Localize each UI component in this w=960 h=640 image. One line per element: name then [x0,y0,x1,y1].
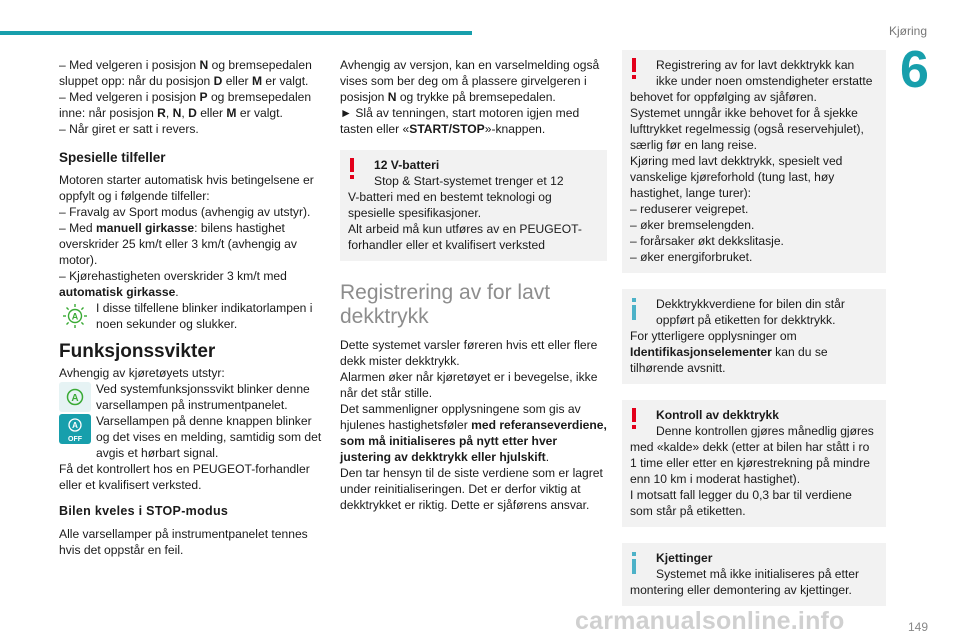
box4-text: Systemet må ikke initialiseres på etter montering eller demontering av kjettinger. [630,567,859,597]
special-icon-text: I disse tilfellene blinker indikatorlampen i noen sekunder og slukker. [96,301,313,331]
malfunction-icon-row-2 [59,413,324,461]
tyre-warning-box [622,50,886,273]
special-item-2: – Med manuell girkasse: bilens hastighet overskrider 25 km/t eller 3 km/t (avhengig av motor). [59,221,297,267]
tyre-p3: Det sammenligner opplysningene som gis av hjulenes hastighetsføler med referanseverdiene, som må initialiseres på nytt etter hver justering av dekktrykk eller hjulskift. [340,402,607,464]
battery-warning-box [340,150,607,261]
stop-mode-heading: Bilen kveles i STOP-modus [59,504,229,518]
warning-exclamation-icon [348,158,356,180]
special-item-3: – Kjørehastigheten overskrider 3 km/t med automatisk girkasse. [59,269,287,299]
battery-text-rest: V-batteri med en bestemt teknologi og spesielle spesifikasjoner. [348,190,552,220]
special-intro: Motoren starter automatisk hvis betingelsene er oppfylt og i følgende tilfeller: [59,173,314,203]
info-icon [631,552,637,574]
column-right [622,50,886,606]
intro-line-1: – Med velgeren i posisjon N og bremsepedalen sluppet opp: når du posisjon D eller M er valgt. [59,58,312,88]
malfunctions-intro: Avhengig av kjøretøyets utstyr: [59,366,225,380]
box3-lead: Denne kontrollen gjøres månedlig gjøres med «kalde» dekk (etter at bilen har stått i ro 1 time eller etter en kjørestrekning på mindre enn 10 km i moderat hastighet). [630,424,874,486]
chapter-number: 6 [900,41,929,99]
restart-step: ► Slå av tenningen, start motoren igjen med tasten eller «START/STOP»-knappen. [340,106,580,136]
intro-line-3: – Når giret er satt i revers. [59,122,199,136]
box1-item-3: – forårsaker økt dekkslitasje. [630,234,784,248]
section-title: Kjøring [888,24,927,38]
malfunction-icon-row-1 [59,381,324,413]
off-label: OFF [68,436,82,443]
special-icon-row [59,300,324,332]
tyre-info-box [622,289,886,384]
battery-text-lead: Stop & Start-systemet trenger et 12 [374,174,564,188]
column-left [59,57,324,558]
column-middle [340,57,607,513]
malfunctions-heading: Funksjonssvikter [59,341,216,362]
malfunction-icon-text-1: Ved systemfunksjonssvikt blinker denne varsellampen på instrumentpanelet. [96,382,310,412]
info-icon [631,298,637,320]
box3-p2: I motsatt fall legger du 0,3 bar til verdiene som står på etiketten. [630,488,852,518]
tyre-p1: Dette systemet varsler føreren hvis ett eller flere dekk mister dekktrykk. [340,338,598,368]
warning-exclamation-icon [630,408,638,430]
malfunctions-after: Få det kontrollert hos en PEUGEOT-forhandler eller et kvalifisert verksted. [59,462,310,492]
box1-item-2: – øker bremselengden. [630,218,755,232]
header-accent-bar [0,31,472,35]
svg-text:A: A [72,421,78,430]
box1-item-4: – øker energiforbruket. [630,250,753,264]
malfunction-icon-text-2: Varsellampen på denne knappen blinker og det vises en melding, samtidig som det avgis et hørbart signal. [96,414,322,460]
stop-start-off-button-icon [59,414,91,444]
svg-text:A: A [71,311,79,322]
warning-exclamation-icon [630,58,638,80]
page-number: 149 [907,620,928,634]
box1-p2: Systemet unngår ikke behovet for å sjekke lufttrykket regelmessig (også reservehjulet), særlig før en lang reise. [630,106,864,152]
pressure-check-box [622,400,886,527]
box1-item-1: – reduserer veigrepet. [630,202,749,216]
stop-mode-text: Alle varsellamper på instrumentpanelet tennes hvis det oppstår en feil. [59,527,308,557]
battery-text-2: Alt arbeid må kun utføres av en PEUGEOT-forhandler eller et kvalifisert verksted [348,222,582,252]
special-item-1: – Fravalg av Sport modus (avhengig av utstyr). [59,205,311,219]
box2-text: For ytterligere opplysninger om Identifikasjonselementer kan du se tilhørende avsnitt. [630,329,828,375]
box1-p3: Kjøring med lavt dekktrykk, spesielt ved vanskelige kjøreforhold (tung last, høy hastighet, lange turer): [630,154,843,200]
stop-start-warning-icon [59,301,91,331]
snow-chains-box [622,543,886,606]
tyre-p2: Alarmen øker når kjøretøyet er i bevegelse, ikke når det står stille. [340,370,598,400]
box2-lead: Dekktrykkverdiene for bilen din står oppført på etiketten for dekktrykk. [656,297,845,327]
watermark: carmanualsonline.info [575,607,845,635]
special-cases-heading: Spesielle tilfeller [59,150,166,165]
battery-title: 12 V-batteri [374,158,440,172]
box1-lead: Registrering av for lavt dekktrykk kan ikke under noen omstendigheter erstatte behovet for oppfølging av sjåføren. [630,58,873,104]
tyre-p4: Den tar hensyn til de siste verdiene som er lagret under reinitialiseringen. Det er derfor viktig at dekktrykket er riktig. Dette er sjåførens ansvar. [340,466,603,512]
box3-title: Kontroll av dekktrykk [656,408,779,422]
version-warning-text: Avhengig av versjon, kan en varselmelding også vises som ber deg om å plassere girvelgeren i posisjon N og trykke på bremsepedalen. [340,58,600,104]
stop-start-fault-icon [59,382,91,412]
svg-text:A: A [71,393,79,404]
intro-line-2: – Med velgeren i posisjon P og bremsepedalen inne: når posisjon R, N, D eller M er valgt. [59,90,312,120]
box4-title: Kjettinger [656,551,713,565]
tyre-pressure-heading: Registrering av for lavt dekktrykk [340,281,551,328]
